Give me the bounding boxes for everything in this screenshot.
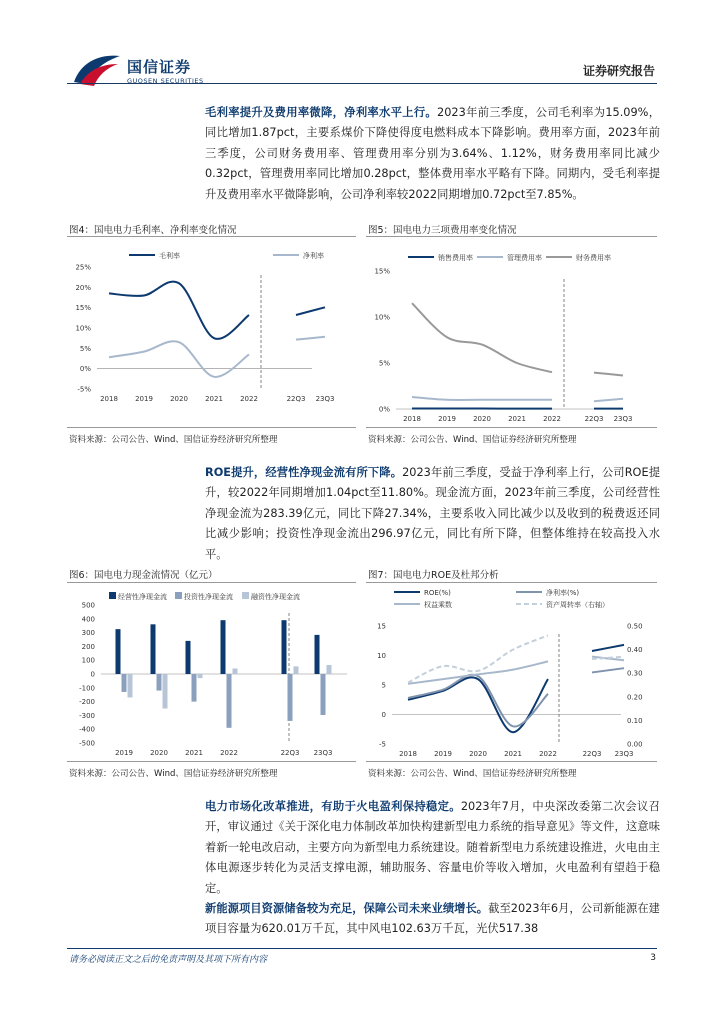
x-tick-label: 2022 — [240, 395, 258, 403]
y2-tick-label: 0.40 — [627, 646, 643, 655]
paragraph-text: 2023年7月，中央深改委第二次会议召开，审议通过《关于深化电力体制改革加快构建新型电力系统的指导意见》等文件，这意味着新一轮电改启动，主要方向为新型电力系统建设。随着新型电力系统建设推进，火电由主体电源逐步转化为灵活支撑电源，辅助服务、容量电价等收入增加，火电盈利有望趋于稳定。 — [205, 800, 660, 895]
figure-6-frame — [67, 582, 356, 762]
figure-5-title: 图5：国电电力三项费用率变化情况 — [368, 225, 517, 236]
bar-2 — [122, 674, 127, 692]
figure-5-source: 资料来源：公司公告、Wind、国信证券经济研究所整理 — [368, 435, 577, 445]
x-tick-label: 23Q3 — [614, 750, 634, 758]
series-line-1-recent — [296, 307, 325, 315]
figure-7-source: 资料来源：公司公告、Wind、国信证券经济研究所整理 — [368, 769, 577, 779]
figure-6-source: 资料来源：公司公告、Wind、国信证券经济研究所整理 — [69, 769, 278, 779]
y-tick-label: -5 — [379, 740, 386, 749]
bar-1 — [282, 620, 287, 674]
bar-3 — [233, 668, 238, 674]
x-tick-label: 2021 — [185, 749, 203, 757]
bar-2 — [157, 674, 162, 691]
x-tick-label: 2018 — [399, 750, 417, 758]
footer-disclaimer: 请务必阅读正文之后的免责声明及其项下所有内容 — [69, 955, 268, 965]
series-line-2 — [412, 397, 552, 400]
series-line-2-recent — [594, 399, 623, 402]
legend-label: 净利率(%) — [546, 589, 580, 597]
series-line-2-recent — [296, 337, 325, 340]
legend-label: 管理费用率 — [507, 254, 542, 262]
figure-4-title: 图4：国电电力毛利率、净利率变化情况 — [69, 225, 237, 236]
x-tick-label: 2019 — [115, 749, 133, 757]
legend-label: 资产周转率（右轴） — [546, 601, 609, 609]
x-tick-label: 2019 — [135, 395, 153, 403]
figure-4-chart — [67, 237, 356, 427]
legend-label: 经营性净现金流 — [118, 593, 167, 601]
bar-1 — [151, 624, 156, 674]
y-tick-label: 10% — [374, 313, 390, 322]
paragraph-text: 2023年前三季度，公司毛利率为15.09%，同比增加1.87pct，主要系煤价下降使得度电燃料成本下降影响。费用率方面，2023年前三季度，公司财务费用率、管理费用率分别为3.64%、1.12%，财务费用率同比减少0.32pct，管理费用率同比增加0.28pct，整体费用率水平略有下降。同期内，受毛利率提升及费用率水平微降影响，公司净利率较2022同期增加0.72pct至7.85%。 — [205, 106, 660, 201]
bar-1 — [221, 620, 226, 674]
x-tick-label: 2018 — [100, 395, 118, 403]
x-tick-label: 2022 — [539, 750, 557, 758]
header-divider — [67, 83, 657, 84]
y-tick-label: 0 — [90, 670, 95, 679]
brand-logo — [72, 50, 272, 90]
y-tick-label: 25% — [75, 263, 91, 272]
brand-name-en: GUOSEN SECURITIES — [127, 77, 204, 85]
bar-3 — [294, 666, 299, 674]
footer-divider — [67, 948, 657, 949]
x-tick-label: 2019 — [434, 750, 452, 758]
paragraph-heading: 毛利率提升及费用率微降，净利率水平上行。 — [205, 106, 438, 119]
paragraph-heading: ROE提升，经营性净现金流有所下降。 — [205, 466, 403, 479]
x-tick-label: 2020 — [170, 395, 188, 403]
paragraph-roe — [205, 463, 660, 565]
x-tick-label: 2020 — [150, 749, 168, 757]
series-line-1 — [408, 677, 548, 732]
bar-1 — [315, 635, 320, 674]
series-line-3 — [408, 661, 548, 683]
page-number: 3 — [650, 953, 656, 963]
y2-tick-label: 0.00 — [627, 740, 643, 749]
legend-label: ROE(%) — [424, 589, 451, 597]
x-tick-label: 2021 — [508, 415, 526, 423]
y-tick-label: 20% — [75, 283, 91, 292]
legend-label: 销售费用率 — [438, 254, 473, 262]
y-tick-label: 10 — [377, 652, 386, 660]
legend-label: 财务费用率 — [576, 254, 611, 262]
legend-swatch — [242, 592, 249, 599]
paragraph-heading: 新能源项目资源储备较为充足，保障公司未来业绩增长。 — [205, 902, 489, 915]
bar-2 — [321, 674, 326, 715]
paragraph-text: 截至2023年6月，公司新能源在建项目容量为620.01万千瓦，其中风电102.63万千瓦，光伏517.38 — [205, 902, 660, 936]
x-tick-label: 2019 — [438, 415, 456, 423]
y-tick-label: 15% — [75, 304, 91, 313]
y-tick-label: 0% — [378, 405, 390, 414]
bar-3 — [128, 674, 133, 697]
legend-swatch — [109, 592, 116, 599]
x-tick-label: 23Q3 — [313, 749, 333, 757]
x-tick-label: 23Q3 — [315, 395, 335, 403]
series-line-3-recent — [594, 373, 623, 376]
series-line-3 — [412, 303, 552, 372]
series-line-2-recent — [592, 668, 624, 672]
x-tick-label: 22Q3 — [584, 415, 604, 423]
x-tick-label: 23Q3 — [613, 415, 633, 423]
paragraph-margin — [205, 103, 660, 205]
paragraph-market-reform — [205, 797, 660, 899]
figure-7-frame — [366, 582, 657, 762]
figure-4-frame — [67, 236, 356, 428]
legend-label: 权益乘数 — [424, 601, 452, 609]
x-tick-label: 2022 — [220, 749, 238, 757]
y2-tick-label: 0.30 — [627, 669, 643, 678]
bar-3 — [198, 674, 203, 678]
y2-tick-label: 0.20 — [627, 693, 643, 702]
legend-label: 毛利率 — [159, 252, 180, 260]
y-tick-label: -100 — [79, 684, 95, 693]
y-tick-label: 500 — [81, 601, 95, 610]
figure-7-title: 图7：国电电力ROE及杜邦分析 — [368, 570, 499, 581]
legend-label: 投资性净现金流 — [184, 593, 233, 601]
bar-2 — [192, 674, 197, 702]
guosen-logo-icon — [72, 50, 124, 90]
y2-tick-label: 0.50 — [627, 622, 643, 631]
paragraph-text: 2023年前三季度，受益于净利率上行，公司ROE提升，较2022年同期增加1.04pct至11.80%。现金流方面，2023年前三季度，公司经营性净现金流为283.39亿元，同比下降27.34%，主要系收入同比减少以及收到的税费返还同比减少影响；投资性净现金流出296.97亿元，同比有所下降，但整体维持在较高投入水平。 — [205, 466, 660, 561]
bar-3 — [327, 665, 332, 674]
y-tick-label: 15 — [377, 622, 386, 631]
y-tick-label: -5% — [77, 385, 91, 394]
brand-name-cn: 国信证券 — [127, 58, 192, 76]
figure-5-frame — [366, 236, 657, 428]
series-line-1-recent — [592, 645, 624, 651]
x-tick-label: 22Q3 — [582, 750, 602, 758]
paragraph-heading: 电力市场化改革推进，有助于火电盈利保持稳定。 — [205, 800, 461, 813]
y-tick-label: -500 — [79, 739, 95, 748]
figure-7-chart — [366, 583, 657, 761]
x-tick-label: 22Q3 — [280, 749, 300, 757]
y-tick-label: 100 — [81, 656, 95, 665]
y-tick-label: 300 — [81, 629, 95, 638]
x-tick-label: 22Q3 — [286, 395, 306, 403]
legend-swatch — [175, 592, 182, 599]
x-tick-label: 2018 — [403, 415, 421, 423]
paragraph-new-energy — [205, 899, 660, 941]
figure-6-title: 图6：国电电力现金流情况（亿元） — [69, 570, 218, 581]
y-tick-label: -200 — [79, 698, 95, 707]
y-tick-label: -400 — [79, 725, 95, 734]
bar-1 — [186, 641, 191, 674]
y-tick-label: 5% — [79, 344, 91, 353]
x-tick-label: 2021 — [205, 395, 223, 403]
series-line-1 — [109, 282, 249, 339]
bar-3 — [163, 674, 168, 709]
report-type: 证券研究报告 — [582, 64, 655, 78]
y2-tick-label: 0.10 — [627, 716, 643, 725]
legend-label: 净利率 — [303, 252, 324, 260]
y-tick-label: -300 — [79, 711, 95, 720]
y-tick-label: 15% — [374, 267, 390, 276]
series-line-2 — [408, 675, 548, 727]
legend-label: 融资性净现金流 — [251, 593, 300, 601]
figure-6-chart — [67, 583, 356, 761]
figure-4-source: 资料来源：公司公告、Wind、国信证券经济研究所整理 — [69, 435, 278, 445]
x-tick-label: 2020 — [469, 750, 487, 758]
y-tick-label: 0% — [79, 365, 91, 374]
x-tick-label: 2022 — [543, 415, 561, 423]
x-tick-label: 2020 — [473, 415, 491, 423]
y-tick-label: 200 — [81, 642, 95, 651]
bar-1 — [116, 629, 121, 674]
x-tick-label: 2021 — [504, 750, 522, 758]
y-tick-label: 5% — [378, 359, 390, 368]
figure-5-chart — [366, 237, 657, 427]
y-tick-label: 400 — [81, 615, 95, 624]
bar-2 — [288, 674, 293, 721]
y-tick-label: 5 — [381, 681, 386, 690]
series-line-2 — [109, 341, 249, 377]
y-tick-label: 10% — [75, 324, 91, 333]
bar-2 — [227, 674, 232, 728]
y-tick-label: 0 — [381, 711, 386, 719]
